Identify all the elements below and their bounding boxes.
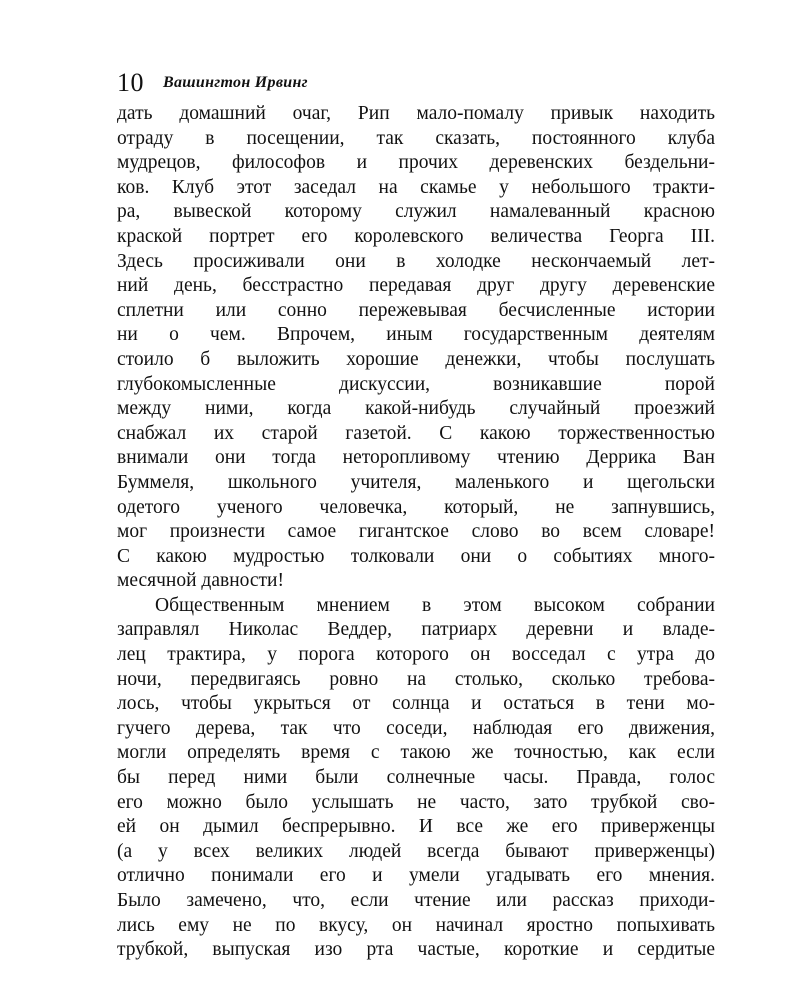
text-line: Общественным мнением в этом высоком собрании (155, 594, 715, 616)
text-line: трубкой, выпуская изо рта частые, короткие и сердитые (117, 939, 715, 961)
text-line: лец трактира, у порога которого он восседал с утра до (117, 644, 715, 666)
text-line: снабжал их старой газетой. С какою торжественностью (117, 422, 715, 444)
body-text (117, 102, 715, 963)
text-line: ний день, бесстрастно передавая друг другу деревенские (117, 275, 715, 297)
text-line: бы перед ними были солнечные часы. Правда, голос (117, 767, 715, 789)
running-head (117, 66, 715, 102)
running-head-author: Вашингтон Ирвинг (163, 74, 308, 91)
text-line: (а у всех великих людей всегда бывают приверженцы) (117, 840, 715, 862)
text-line: Буммеля, школьного учителя, маленького и щегольски (117, 471, 715, 493)
text-line: ночи, передвигаясь ровно на столько, сколько требова- (117, 668, 715, 690)
text-line: Здесь просиживали они в холодке нескончаемый лет- (117, 250, 715, 272)
text-line: его можно было услышать не часто, зато трубкой сво- (117, 791, 715, 813)
text-line: дать домашний очаг, Рип мало-помалу привык находить (117, 103, 715, 124)
text-line: лось, чтобы укрыться от солнца и остаться в тени мо- (117, 693, 715, 715)
text-line: С какою мудростью толковали они о событиях много- (117, 545, 715, 567)
text-line: ни о чем. Впрочем, иным государственным деятелям (117, 324, 715, 346)
paragraph-1 (117, 102, 715, 594)
text-line: отлично понимали его и умели угадывать его мнения. (117, 865, 715, 887)
text-line: мог произнести самое гигантское слово во всем словаре! (117, 521, 715, 543)
text-line: внимали они тогда неторопливому чтению Деррика Ван (117, 447, 715, 469)
text-line: глубокомысленные дискуссии, возникавшие порой (117, 373, 715, 395)
text-line: ков. Клуб этот заседал на скамье у небольшого тракти- (117, 176, 715, 198)
text-line: гучего дерева, так что соседи, наблюдая его движения, (117, 717, 715, 739)
text-line: мудрецов, философов и прочих деревенских бездельни- (117, 152, 715, 174)
text-line: краской портрет его королевского величества Георга III. (117, 225, 715, 247)
text-line: Было замечено, что, если чтение или рассказ приходи- (117, 890, 715, 911)
page-number: 10 (117, 68, 144, 97)
text-line: между ними, когда какой-нибудь случайный проезжий (117, 398, 715, 420)
text-line: ра, вывеской которому служил намалеванный красною (117, 201, 715, 223)
text-line: стоило б выложить хорошие денежки, чтобы послушать (117, 348, 715, 370)
text-line: заправлял Николас Веддер, патриарх деревни и владе- (117, 619, 715, 641)
text-line: ей он дымил беспрерывно. И все же его приверженцы (117, 816, 715, 838)
book-page (117, 66, 715, 963)
paragraph-2 (117, 594, 715, 963)
text-line: отраду в посещении, так сказать, постоянного клуба (117, 127, 715, 149)
text-line: сплетни или сонно пережевывая бесчисленные истории (117, 299, 715, 321)
text-line: одетого ученого человечка, который, не запнувшись, (117, 496, 715, 518)
text-line: могли определять время с такою же точностью, как если (117, 742, 715, 764)
text-line: лись ему не по вкусу, он начинал яростно попыхивать (117, 914, 715, 936)
text-line: месячной давности! (117, 570, 284, 592)
